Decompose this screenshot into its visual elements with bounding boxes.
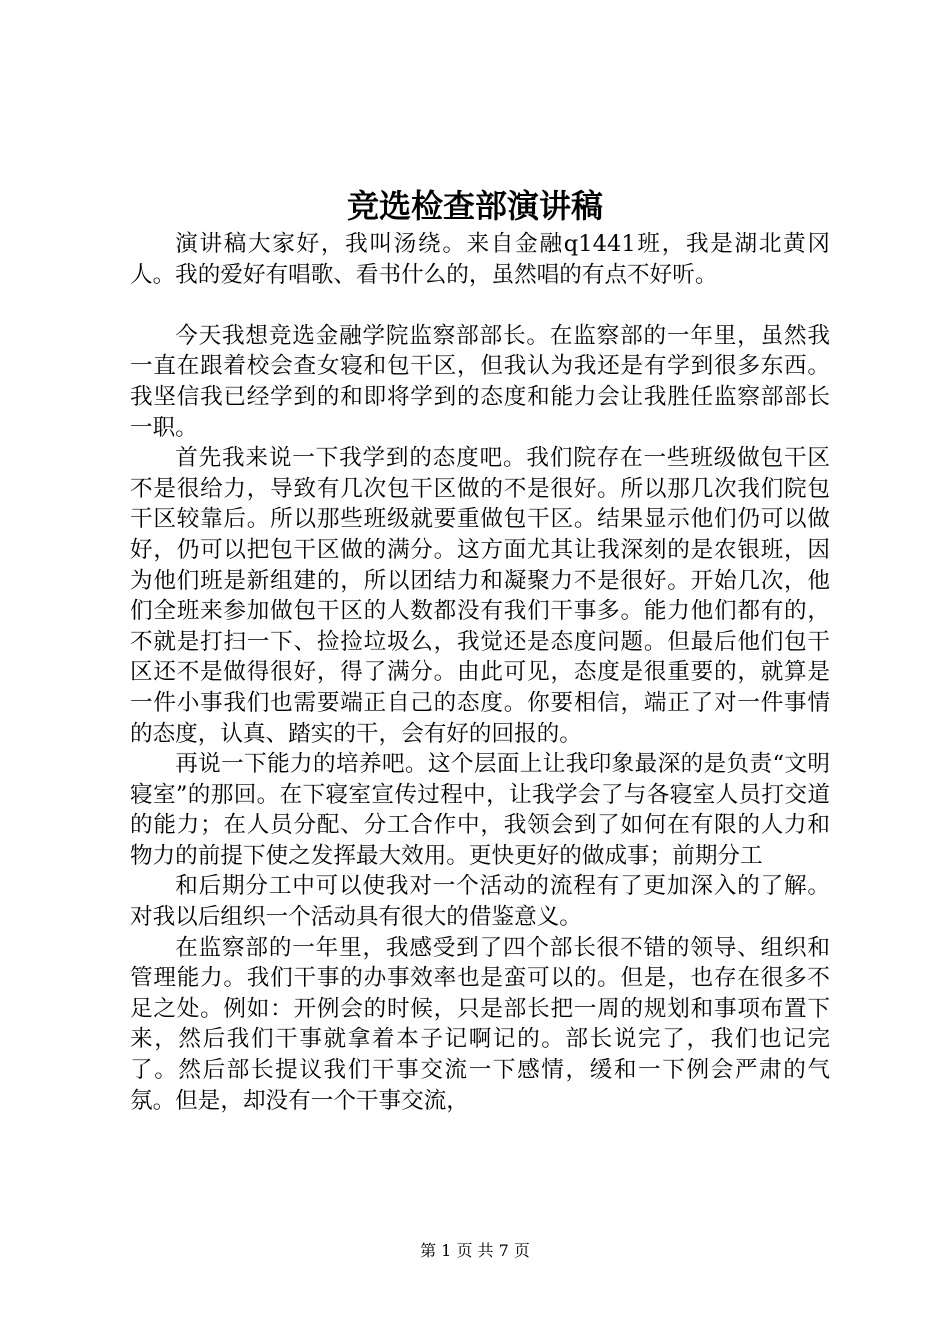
document-title: 竞选检查部演讲稿 xyxy=(346,187,603,225)
paragraph-observations: 在监察部的一年里，我感受到了四个部长很不错的领导、组织和管理能力。我们干事的办事效率也是蛮可以的。但是，也存在很多不足之处。例如：开例会的时候，只是部长把一周的规划和事项布置下来，然后我们干事就拿着本子记啊记的。部长说完了，我们也记完了。然后部长提议我们干事交流一下感情，缓和一下例会严肃的气氛。但是，却没有一个干事交流， xyxy=(130,934,830,1114)
paragraph-ability: 再说一下能力的培养吧。这个层面上让我印象最深的是负责“文明寝室”的那回。在下寝室宣传过程中，让我学会了与各寝室人员打交道的能力；在人员分配、分工合作中，我领会到了如何在有限的人力和物力的前提下使之发挥最大效用。更快更好的做成事；前期分工 xyxy=(130,751,830,869)
paragraph-attitude: 首先我来说一下我学到的态度吧。我们院存在一些班级做包干区不是很给力，导致有几次包干区做的不是很好。所以那几次我们院包干区较靠后。所以那些班级就要重做包干区。结果显示他们仍可以做好，仍可以把包干区做的满分。这方面尤其让我深刻的是农银班，因为他们班是新组建的，所以团结力和凝聚力不是很好。开始几次，他们全班来参加做包干区的人数都没有我们干事多。能力他们都有的，不就是打扫一下、捡捡垃圾么，我觉还是态度问题。但最后他们包干区还不是做得很好，得了满分。由此可见，态度是很重要的，就算是一件小事我们也需要端正自己的态度。你要相信，端正了对一件事情的态度，认真、踏实的干，会有好的回报的。 xyxy=(130,445,830,747)
document-body xyxy=(130,229,830,1116)
paragraph-intro: 演讲稿大家好，我叫汤绕。来自金融q1441班，我是湖北黄冈人。我的爱好有唱歌、看书什么的，虽然唱的有点不好听。 xyxy=(130,231,830,288)
page-number-footer: 第 1 页 共 7 页 xyxy=(420,1241,530,1260)
paragraph-goal: 今天我想竞选金融学院监察部部长。在监察部的一年里，虽然我一直在跟着校会查女寝和包干区，但我认为我还是有学到很多东西。我坚信我已经学到的和即将学到的态度和能力会让我胜任监察部部长一职。 xyxy=(130,322,830,441)
paragraph-ability-continued: 和后期分工中可以使我对一个活动的流程有了更加深入的了解。对我以后组织一个活动具有很大的借鉴意义。 xyxy=(130,873,830,931)
